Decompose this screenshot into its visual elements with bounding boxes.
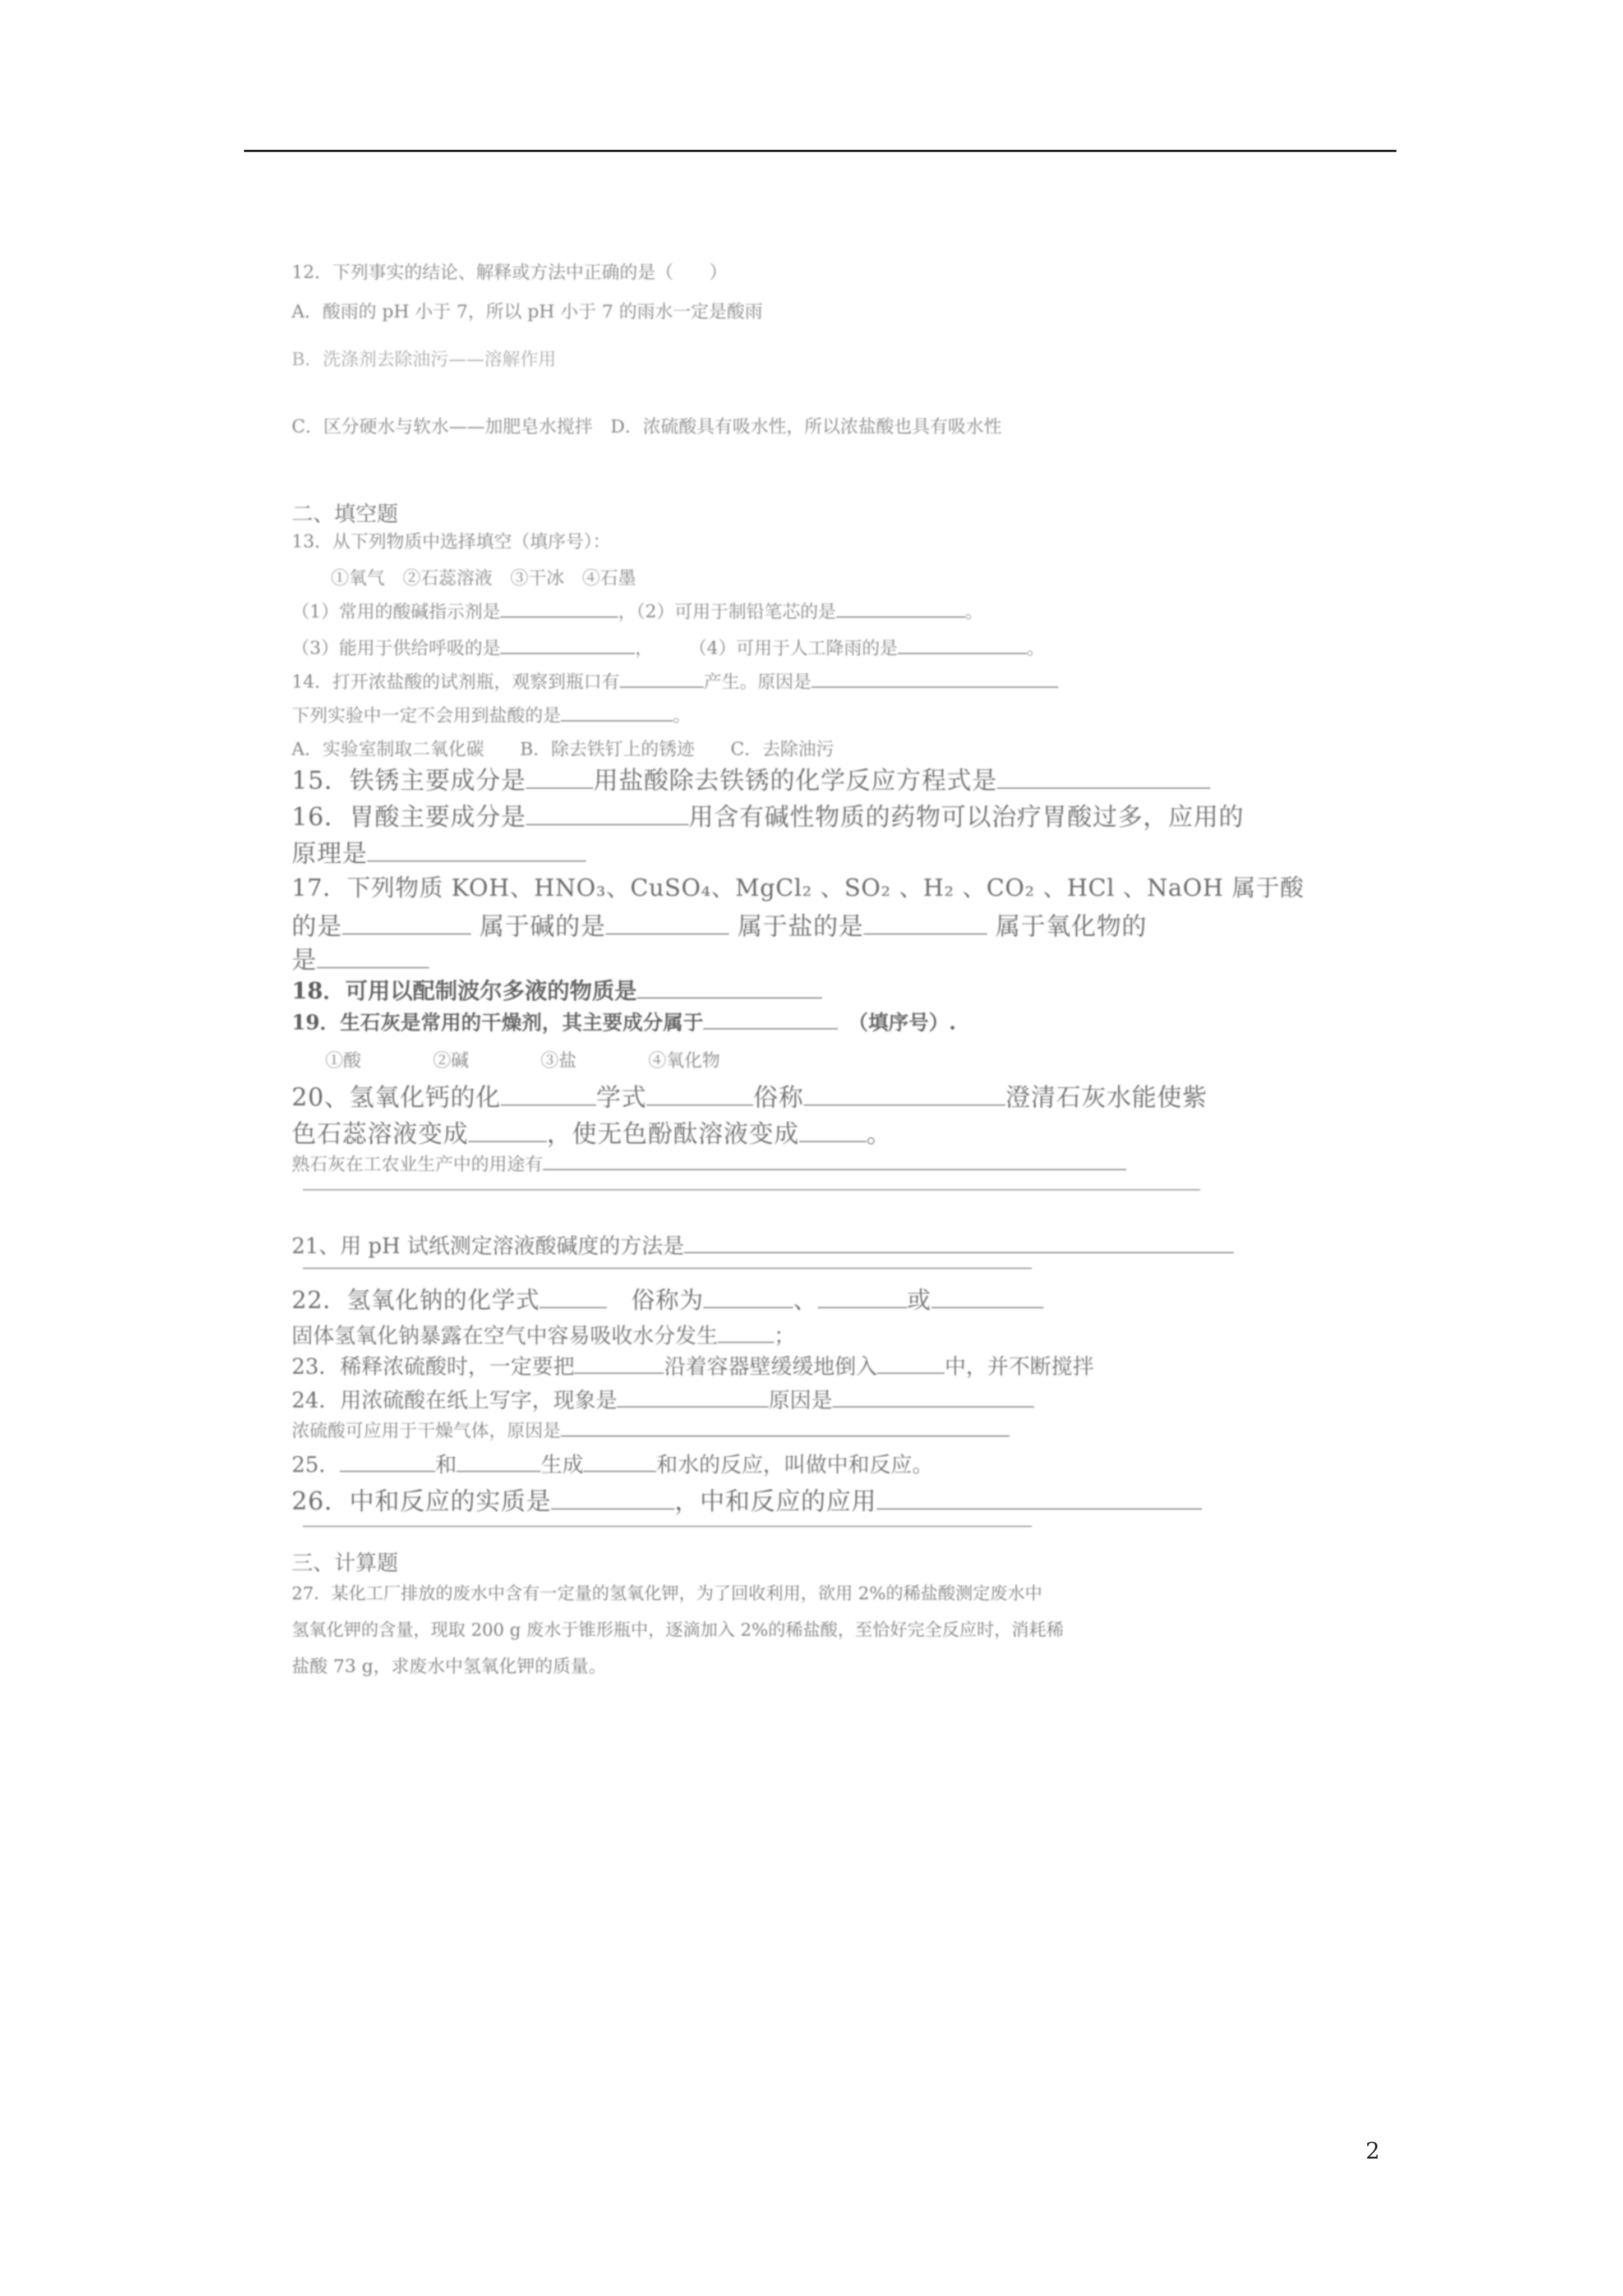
section-3-title: 三、计算题: [292, 1550, 399, 1575]
q26-text-1: 26．中和反应的实质是: [292, 1487, 551, 1516]
blank: [543, 1151, 1126, 1170]
blank: [647, 1080, 753, 1106]
blank: [342, 909, 471, 935]
q24-text-1: 24．用浓硫酸在纸上写字，现象是: [292, 1388, 617, 1412]
q17-base-label: 属于碱的是: [479, 912, 606, 941]
scanned-worksheet: [292, 241, 1346, 1761]
answer-line: [303, 1189, 1200, 1190]
q24-text-3: 浓硫酸可应用于干燥气体，原因是: [292, 1420, 561, 1441]
answer-line: [303, 1526, 1032, 1527]
q16-text-a: 16．胃酸主要成分是: [292, 803, 526, 831]
blank: [561, 702, 673, 721]
blank: [932, 1283, 1044, 1308]
q25-text-4: 和水的反应，叫做中和反应。: [656, 1452, 934, 1477]
q19-text: 19．生石灰是常用的干燥剂，其主要成分属于: [292, 1011, 704, 1034]
q25-text-1: 25．: [292, 1452, 340, 1477]
q23-text-1: 23．稀释浓硫酸时，一定要把: [292, 1354, 575, 1379]
q16-text-c: 原理是: [292, 839, 367, 868]
page-number: 2: [1366, 2138, 1380, 2164]
q24-line2: [292, 1416, 1009, 1442]
q16-text-b: 用含有碱性物质的药物可以治疗胃酸过多，应用的: [689, 803, 1244, 831]
q23-text-2: 沿着容器壁缓缓地倒入: [664, 1354, 878, 1379]
q14-mid-text: 产生。原因是: [703, 671, 811, 692]
q26: [292, 1481, 1202, 1517]
blank: [561, 1418, 1009, 1437]
q20-text-5: 色石蕊溶液变成: [292, 1120, 468, 1148]
q24-line1: [292, 1383, 1034, 1414]
q22-text-2: 俗称为: [631, 1286, 704, 1314]
q27-line2: 氢氧化钾的含量，现取 200 g 废水于锥形瓶中，逐滴加入 2%的稀盐酸，至恰好完全反应时，消耗稀: [292, 1620, 1064, 1640]
q17-salt-label: 属于盐的是: [737, 912, 864, 941]
blank: [637, 975, 822, 999]
q25-text-3: 生成: [541, 1452, 584, 1477]
q14-options: A．实验室制取二氧化碳 B．除去铁钉上的锈迹 C．去除油污: [292, 738, 834, 760]
blank: [877, 1351, 944, 1374]
blank: [898, 635, 1027, 654]
q22-line2: 固体氢氧化钠暴露在空气中容易吸收水分发生 ；: [292, 1318, 795, 1349]
q13-stem: 13．从下列物质中选择填空（填序号）：: [292, 531, 611, 552]
q20-text-3: 俗称: [753, 1083, 804, 1112]
q19-hint: （填序号）.: [858, 1011, 956, 1034]
q22-text-5: 固体氢氧化钠暴露在空气中容易吸收水分发生: [292, 1323, 718, 1348]
blank: [574, 1351, 664, 1374]
blank: [500, 599, 618, 618]
q25-text-2: 和: [435, 1452, 457, 1477]
q13-part-1: （1）常用的酸碱指示剂是: [292, 601, 501, 622]
blank: [703, 1283, 793, 1308]
blank: [620, 669, 704, 688]
q23-text-3: 中，并不断搅拌: [944, 1354, 1094, 1379]
header-rule: [244, 150, 1396, 152]
q13-part-3-4: （3）能用于供给呼吸的是 ， （4）可用于人工降雨的是 。: [292, 634, 1045, 660]
q27-line1: 27．某化工厂排放的废水中含有一定量的氢氧化钾，为了回收利用，欲用 2%的稀盐酸测定废水中: [292, 1584, 1043, 1604]
q14-stem-text: 14．打开浓盐酸的试剂瓶，观察到瓶口有: [292, 671, 620, 692]
blank: [340, 1450, 435, 1472]
q20-line1: [292, 1077, 1207, 1113]
blank: [606, 909, 729, 935]
q17-oxide-label: 属于氧化物的: [995, 912, 1147, 941]
q17-text-c: 是: [292, 946, 317, 974]
q26-text-2: ，中和反应的应用: [675, 1487, 877, 1516]
q12-option-d: D．浓硫酸具有吸水性，所以浓盐酸也具有吸水性: [610, 416, 1002, 437]
blank: [367, 836, 586, 862]
q14-stem: [292, 668, 1058, 693]
q20-text-4: 澄清石灰水能使紫: [1006, 1083, 1207, 1112]
q19-options: ①酸 ②碱 ③盐 ④氧化物: [325, 1050, 721, 1071]
q22-line1: [292, 1282, 1044, 1315]
blank: [836, 599, 965, 618]
q23: [292, 1349, 1094, 1380]
q18-text: 18．可用以配制波尔多液的物质是: [292, 978, 637, 1004]
blank: [468, 1116, 547, 1142]
q12-option-c: C．区分硬水与软水——加肥皂水搅拌: [292, 416, 593, 437]
q13-part-3: （3）能用于供给呼吸的是: [292, 637, 501, 659]
blank: [811, 669, 1058, 688]
blank: [799, 1116, 866, 1142]
answer-line: [303, 1268, 1032, 1269]
blank: [551, 1484, 675, 1510]
q20-text-2: 学式: [596, 1083, 647, 1112]
blank: [864, 909, 987, 935]
q15: [292, 760, 1210, 796]
q13-part-1-2: （1）常用的酸碱指示剂是 ，（2）可用于制铅笔芯的是 。: [292, 597, 983, 623]
q17-acid-label: 的是: [292, 912, 342, 941]
q21-text: 21、用 pH 试纸测定溶液酸碱度的方法是: [292, 1234, 684, 1258]
q20-text-1: 20、氢氧化钙的化: [292, 1083, 501, 1112]
blank: [583, 1450, 656, 1472]
blank: [501, 1080, 596, 1106]
blank: [804, 1080, 1006, 1106]
blank: [703, 1008, 838, 1029]
q13-options: ①氧气 ②石蕊溶液 ③干冰 ④石墨: [331, 567, 637, 588]
blank: [540, 1283, 607, 1308]
q14-line2-text: 下列实验中一定不会用到盐酸的是: [292, 705, 561, 726]
q14-line2: 下列实验中一定不会用到盐酸的是 。: [292, 701, 691, 727]
blank: [818, 1283, 907, 1308]
blank: [832, 1385, 1034, 1407]
blank: [317, 942, 429, 968]
q12-stem: 12．下列事实的结论、解释或方法中正确的是（ ）: [292, 261, 727, 283]
blank: [877, 1484, 1202, 1510]
q16: [292, 797, 1244, 832]
blank: [526, 763, 593, 789]
q25: [292, 1447, 933, 1478]
q18: [292, 973, 822, 1005]
q27-line3: 盐酸 73 g，求废水中氢氧化钾的质量。: [292, 1655, 607, 1677]
blank: [457, 1450, 541, 1472]
q22-text-1: 22．氢氧化钠的化学式: [292, 1286, 540, 1314]
q13-part-2: ，（2）可用于制铅笔芯的是: [618, 601, 836, 622]
q16-line2: [292, 833, 586, 869]
q20-line3: [292, 1150, 1126, 1176]
q21: [292, 1228, 1234, 1259]
blank: [718, 1320, 774, 1343]
q19: [292, 1007, 956, 1036]
q15-text-a: 15．铁锈主要成分是: [292, 766, 526, 795]
q17-line2: [292, 906, 1147, 942]
q15-text-b: 用盐酸除去铁锈的化学反应方程式是: [593, 766, 997, 795]
q17-line3: [292, 940, 429, 976]
q12-option-cd: [292, 412, 1002, 438]
q17-stem: 17．下列物质 KOH、HNO₃、CuSO₄、MgCl₂ 、SO₂ 、H₂ 、CO₂ 、HCl 、NaOH 属于酸: [292, 874, 1304, 901]
blank: [997, 763, 1210, 789]
q12-option-b: B．洗涤剂去除油污——溶解作用: [292, 348, 556, 370]
q12-option-a: A．酸雨的 pH 小于 7，所以 pH 小于 7 的雨水一定是酸雨: [292, 301, 763, 322]
q20-text-7: 熟石灰在工农业生产中的用途有: [292, 1153, 543, 1175]
blank: [684, 1231, 1234, 1253]
blank: [526, 799, 689, 825]
q22-text-3: 、: [793, 1286, 818, 1314]
blank: [617, 1385, 768, 1407]
q22-text-4: 或: [907, 1286, 932, 1314]
q20-line2: 色石蕊溶液变成 ，使无色酚酞溶液变成 。: [292, 1114, 892, 1149]
blank: [500, 635, 635, 654]
q20-text-6: ，使无色酚酞溶液变成: [547, 1120, 799, 1148]
q13-part-4: （4）可用于人工降雨的是: [698, 637, 898, 659]
section-2-title: 二、填空题: [292, 501, 399, 526]
q24-text-2: 原因是: [768, 1388, 833, 1412]
